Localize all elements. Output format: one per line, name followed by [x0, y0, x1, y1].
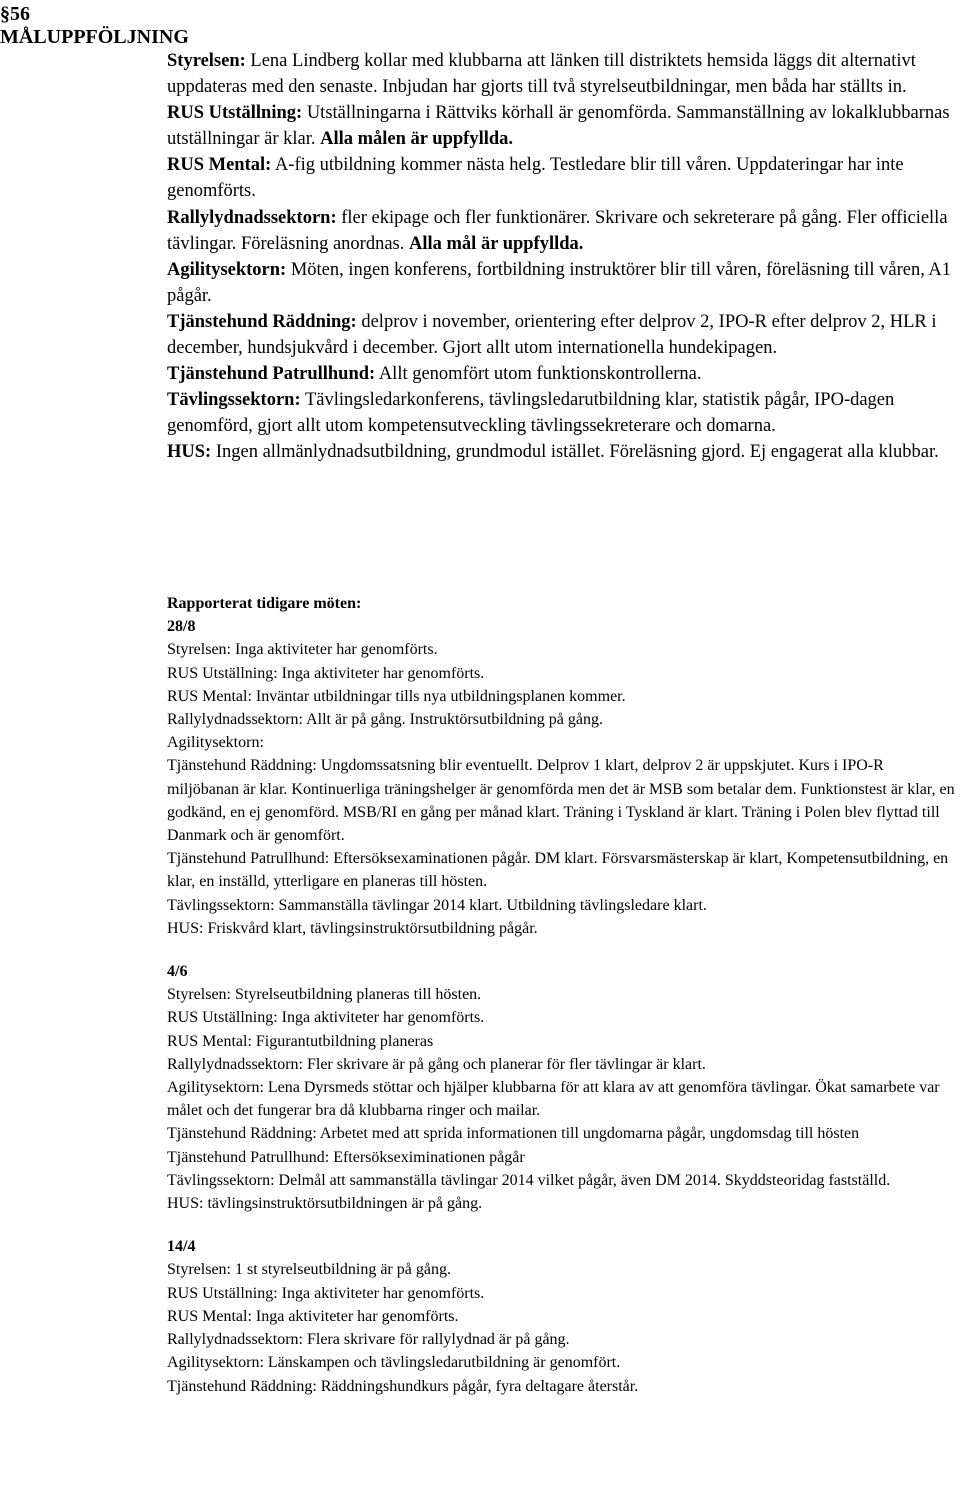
report-line: Rallylydnadssektorn: Allt är på gång. Instruktörsutbildning på gång. [167, 711, 603, 729]
report-line: Agilitysektorn: Länskampen och tävlingsledarutbildning är genomfört. [167, 1354, 621, 1372]
report-line: Agilitysektorn: [167, 734, 264, 752]
report-line: Tjänstehund Patrullhund: Eftersöksexaminationen pågår. DM klart. Försvarsmästerskap är klart, Kompetensutbildning, en klar, en inställd, ytterligare en planeras till hösten. [167, 850, 949, 891]
meeting-date: 14/4 [167, 1238, 196, 1256]
report-line: Tävlingssektorn: Delmål att sammanställa tävlingar 2014 vilket pågår, även DM 2014. Skyddsteoridag fastställd. [167, 1171, 891, 1189]
status-text: Tävlingsledarkonferens, tävlingsledarutbildning klar, statistik pågår, IPO-dagen genomförd, gjort allt utom kompetensutveckling tävlingssekreterare och domarna. [167, 390, 895, 437]
status-paragraph [167, 152, 957, 204]
report-line: RUS Utställning: Inga aktiviteter har genomförts. [167, 664, 485, 682]
report-line: RUS Utställning: Inga aktiviteter har genomförts. [167, 1284, 485, 1302]
history-heading: Rapporterat tidigare möten: [167, 595, 362, 612]
meeting-group [167, 615, 957, 940]
report-line: Styrelsen: Styrelseutbildning planeras till hösten. [167, 986, 482, 1004]
sector-label: RUS Mental: [167, 155, 272, 176]
status-text: Utställningarna i Rättviks körhall är genomförda. Sammanställning av lokalklubbarnas utställningar är klar. [167, 103, 950, 150]
current-status-section [167, 48, 957, 466]
sector-label: Styrelsen: [167, 51, 246, 71]
report-line: Tjänstehund Patrullhund: Eftersökseximinationen pågår [167, 1148, 525, 1166]
status-paragraph [167, 439, 957, 465]
status-text: Ingen allmänlydnadsutbildning, grundmodul istället. Föreläsning gjord. Ej engagerat alla klubbar. [215, 442, 939, 463]
report-line: Styrelsen: 1 st styrelseutbildning är på gång. [167, 1261, 451, 1279]
status-text: Lena Lindberg kollar med klubbarna att länken till distriktets hemsida läggs dit alternativt uppdateras med den senaste. Inbjudan har gjorts till två styrelseutbildningar, men båda har ställts in. [167, 51, 916, 98]
status-paragraph [167, 100, 957, 152]
report-line: RUS Utställning: Inga aktiviteter har genomförts. [167, 1009, 485, 1027]
status-text: delprov i november, orientering efter delprov 2, IPO-R efter delprov 2, HLR i december, hundsjukvård i december. Gjort allt utom internationella hundekipagen. [167, 311, 937, 359]
report-line: RUS Mental: Inga aktiviteter har genomförts. [167, 1307, 459, 1325]
meeting-group [167, 1235, 957, 1397]
report-line: Rallylydnadssektorn: Fler skrivare är på gång och planerar för fler tävlingar är klart. [167, 1055, 706, 1073]
report-line: HUS: tävlingsinstruktörsutbildningen är på gång. [167, 1195, 483, 1213]
report-line: Rallylydnadssektorn: Flera skrivare för rallylydnad är på gång. [167, 1331, 570, 1349]
report-line: Tjänstehund Räddning: Arbetet med att sprida informationen till ungdomarna pågår, ungdomsdag till hösten [167, 1125, 860, 1143]
sector-label: Tävlingssektorn: [167, 390, 301, 411]
report-line: Tjänstehund Räddning: Räddningshundkurs pågår, fyra deltagare återstår. [167, 1377, 639, 1395]
sector-label: Agilitysektorn: [167, 259, 287, 280]
report-line: Tävlingssektorn: Sammanställa tävlingar 2014 klart. Utbildning tävlingsledare klart. [167, 896, 707, 914]
report-line: Styrelsen: Inga aktiviteter har genomförts. [167, 641, 438, 659]
status-paragraph [167, 205, 957, 257]
section-number: §56 [0, 3, 30, 25]
status-paragraph [167, 387, 957, 439]
sector-label: HUS: [167, 442, 212, 463]
sector-label: Tjänstehund Räddning: [167, 311, 357, 332]
status-paragraph [167, 309, 957, 361]
meeting-date: 28/8 [167, 618, 196, 636]
status-text: Möten, ingen konferens, fortbildning instruktörer blir till våren, föreläsning till våren, A1 pågår. [167, 259, 952, 306]
report-line: Agilitysektorn: Lena Dyrsmeds stöttar och hjälper klubbarna för att klara av att genomföra tävlingar. Ökat samarbete var målet och det fungerar bra då klubbarna ringer och mailar. [167, 1079, 940, 1120]
report-line: RUS Mental: Figurantutbildning planeras [167, 1032, 434, 1050]
report-line: Tjänstehund Räddning: Ungdomssatsning blir eventuellt. Delprov 1 klart, delprov 2 är uppskjutet. Kurs i IPO-R miljöbanan är klar. Kontinuerliga träningshelger är genomförda men det är MSB som betalar dem. Funktionstest är klar, en godkänd, en ej genomförd. MSB/RI en gång per månad klart. Träning i Tyskland är klart. Träning i Polen blev flyttad till Danmark och är genomfört. [167, 757, 955, 845]
meeting-date: 4/6 [167, 963, 188, 981]
sector-label: Rallylydnadssektorn: [167, 207, 337, 228]
report-line: HUS: Friskvård klart, tävlingsinstruktörsutbildning pågår. [167, 919, 538, 937]
sector-label: RUS Utställning: [167, 103, 303, 124]
status-text: fler ekipage och fler funktionärer. Skrivare och sekreterare på gång. Fler officiella tävlingar. Föreläsning anordnas. [167, 207, 948, 254]
status-paragraph [167, 48, 957, 100]
sector-label: Tjänstehund Patrullhund: [167, 364, 376, 385]
section-title: MÅLUPPFÖLJNING [0, 26, 189, 48]
status-text: A-fig utbildning kommer nästa helg. Testledare blir till våren. Uppdateringar har inte genomförts. [167, 155, 904, 202]
report-line: RUS Mental: Inväntar utbildningar tills nya utbildningsplanen kommer. [167, 687, 626, 705]
history-section [167, 592, 957, 1398]
history-groups [167, 615, 957, 1398]
goal-status: Alla målen är uppfyllda. [320, 129, 514, 150]
status-paragraph [167, 257, 957, 309]
goal-status: Alla mål är uppfyllda. [409, 233, 584, 254]
status-text: Allt genomfört utom funktionskontrollerna. [378, 364, 702, 385]
meeting-group [167, 960, 957, 1215]
status-paragraph [167, 361, 957, 387]
